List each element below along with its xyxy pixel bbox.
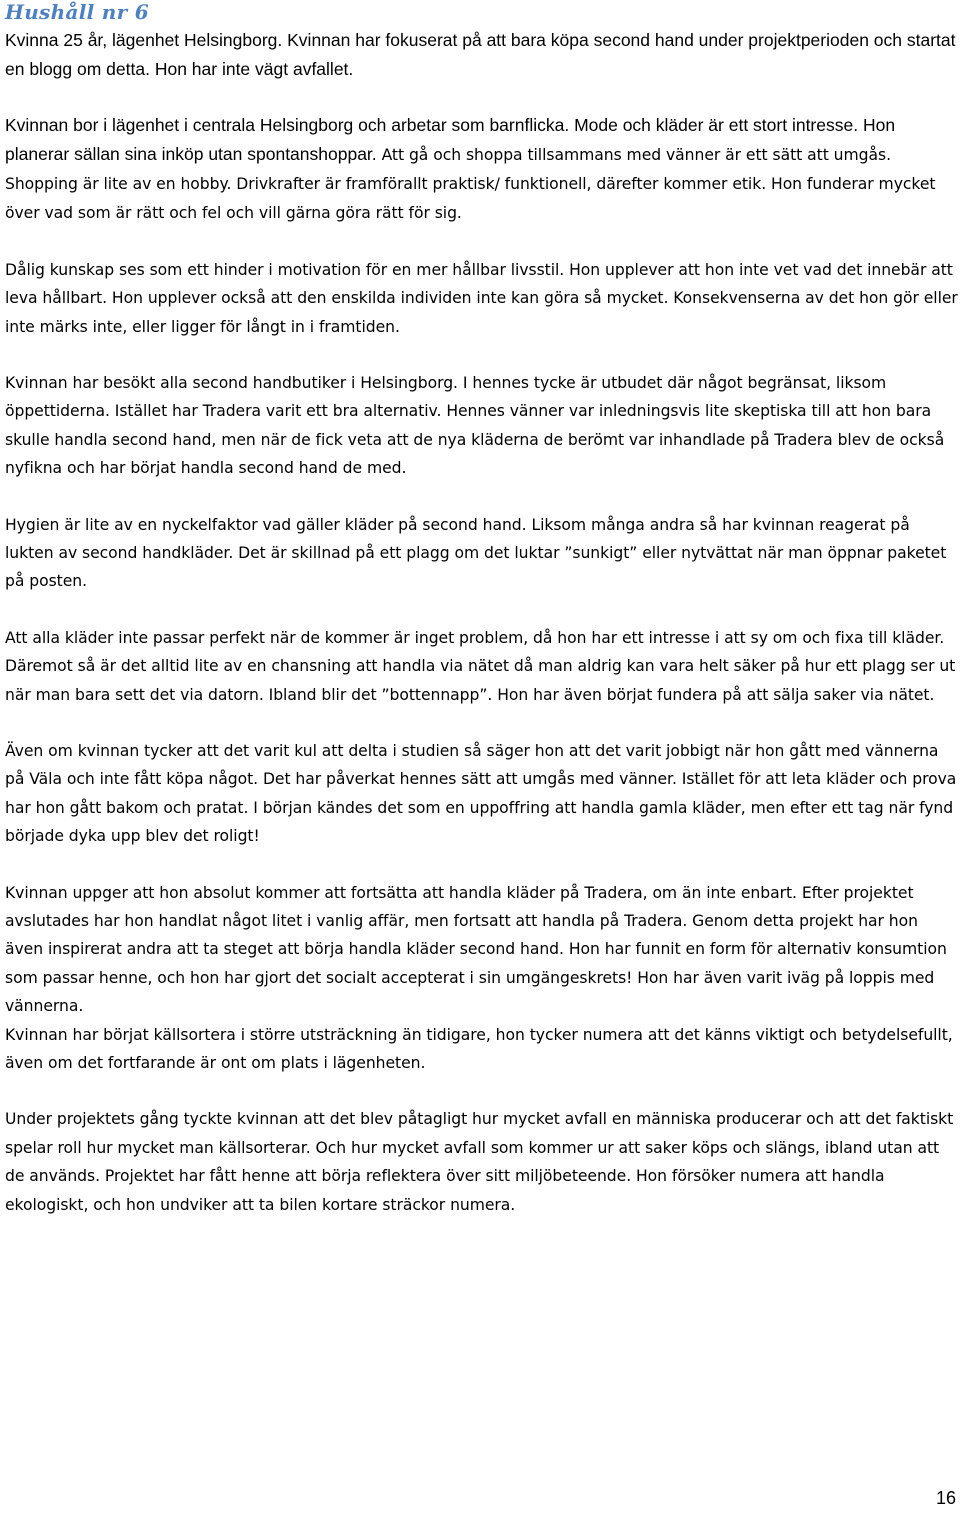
paragraph-1-end: Att gå och shoppa tillsammans med vänner är ett sätt att umgås. Shopping är lite av en hobby. Drivkrafter är framförallt praktisk/ funktionell, därefter kommer etik. Hon funderar mycket över vad som är rätt och fel och vill gärna göra rätt för sig. (5, 145, 936, 223)
paragraph-4: Hygien är lite av en nyckelfaktor vad gäller kläder på second hand. Liksom många andra så har kvinnan reagerat på lukten av second handkläder. Det är skillnad på ett plagg om det luktar ”sunkigt” eller nytvättat när man öppnar paketet på posten. (5, 515, 947, 591)
document-heading: Hushåll nr 6 (5, 0, 149, 24)
intro-paragraph: Kvinna 25 år, lägenhet Helsingborg. Kvinnan har fokuserat på att bara köpa second hand under projektperioden och startat en blogg om detta. Hon har inte vägt avfallet. (5, 30, 956, 79)
paragraph-gap (5, 709, 960, 737)
paragraph-2: Dålig kunskap ses som ett hinder i motivation för en mer hållbar livsstil. Hon upplever att hon inte vet vad det innebär att leva hållbart. Hon upplever också att den enskilda individen inte kan göra så mycket. Konsekvenserna av det hon gör eller inte märks inte, eller ligger för långt in i framtiden. (5, 260, 958, 336)
paragraph-5: Att alla kläder inte passar perfekt när de kommer är inget problem, då hon har ett intresse i att sy om och fixa till kläder. Däremot så är det alltid lite av en chansning att handla via nätet då man aldrig kan vara helt säker på hur ett plagg ser ut när man bara sett det via datorn. Ibland blir det ”bottennapp”. Hon har även börjat fundera på att sälja saker via nätet. (5, 628, 956, 704)
paragraph-3: Kvinnan har besökt alla second handbutiker i Helsingborg. I hennes tycke är utbudet där något begränsat, liksom öppettiderna. Istället har Tradera varit ett bra alternativ. Hennes vänner var inledningsvis lite skeptiska till att hon bara skulle handla second hand, men när de fick veta att de nya kläderna de berömt var inhandlade på Tradera blev de också nyfikna och har börjat handla second hand de med. (5, 373, 945, 478)
paragraph-gap (5, 596, 960, 624)
paragraph-1-start: Kvinnan bor i lägenhet i centrala Helsingborg och arbetar som barnflicka. Mode och kläder är ett stort intresse. Hon planerar sällan sina inköp utan spontanshoppar. (5, 115, 896, 164)
paragraph-8: Kvinnan har börjat källsortera i större utsträckning än tidigare, hon tycker numera att det känns viktigt och betydelsefullt, även om det fortfarande är ont om plats i lägenheten. (5, 1025, 953, 1073)
paragraph-gap (5, 483, 960, 511)
paragraph-7: Kvinnan uppger att hon absolut kommer att fortsätta att handla kläder på Tradera, om än inte enbart. Efter projektet avslutades har hon handlat något litet i vanlig affär, men fortsatt att handla på Tradera. Genom detta projekt har hon även inspirerat andra att ta steget att börja handla kläder second hand. Hon har funnit en form för alternativ konsumtion som passar henne, och hon har gjort det socialt accepterat i sin umgängeskrets! Hon har även varit iväg på loppis med vännerna. (5, 883, 947, 1016)
paragraph-gap (5, 83, 960, 111)
paragraph-gap (5, 341, 960, 369)
paragraph-1 (5, 111, 960, 228)
paragraph-9: Under projektets gång tyckte kvinnan att det blev påtagligt hur mycket avfall en människa producerar och att det faktiskt spelar roll hur mycket man källsorterar. Och hur mycket avfall som kommer ur att saker köps och slängs, ibland utan att de används. Projektet har fått henne att börja reflektera över sitt miljöbeteende. Hon försöker numera att handla ekologiskt, och hon undviker att ta bilen kortare sträckor numera. (5, 1110, 954, 1214)
paragraph-gap (5, 228, 960, 256)
paragraph-6: Även om kvinnan tycker att det varit kul att delta i studien så säger hon att det varit jobbigt när hon gått med vännerna på Väla och inte fått köpa något. Det har påverkat hennes sätt att umgås med vänner. Istället för att leta kläder och prova har hon gått bakom och pratat. I början kändes det som en uppoffring att handla gamla kläder, men efter ett tag när fynd började dyka upp blev det roligt! (5, 742, 957, 846)
paragraph-gap (5, 1077, 960, 1105)
page-number: 16 (935, 1488, 956, 1508)
paragraph-gap (5, 851, 960, 879)
document-page (5, 0, 960, 1219)
